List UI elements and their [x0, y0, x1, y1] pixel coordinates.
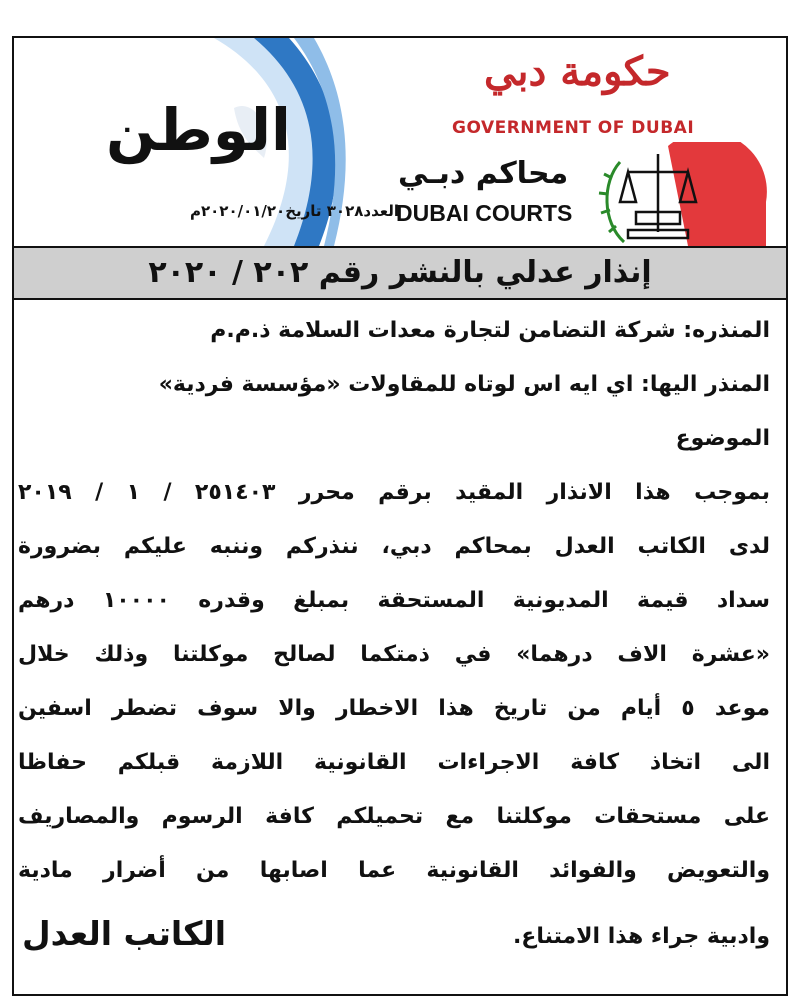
notice-line: المنذره: شركة التضامن لتجارة معدات السلامة ذ.م.م [210, 318, 770, 343]
notice-body [14, 304, 786, 898]
notice-line: لدى الكاتب العدل بمحاكم دبي، ننذركم وننبه عليكم بضرورة [18, 534, 770, 559]
notice-frame [12, 36, 788, 996]
notice-line: الى اتخاذ كافة الاجراءات القانونية اللازمة قبلكم حفاظا [18, 750, 770, 775]
notice-line: والتعويض والفوائد القانونية عما اصابها من أضرار مادية [18, 858, 770, 883]
notice-line: على مستحقات موكلتنا مع تحميلكم كافة الرسوم والمصاريف [18, 804, 770, 829]
notice-line: سداد قيمة المديونية المستحقة بمبلغ وقدره ١٠٠٠٠ درهم [18, 588, 770, 613]
header [14, 38, 786, 246]
notice-line: الموضوع [675, 426, 770, 451]
courts-name-english: DUBAI COURTS [396, 200, 573, 226]
title-bar [14, 246, 786, 300]
newspaper-name: الوطن [106, 96, 291, 164]
notice-title: إنذار عدلي بالنشر رقم ٢٠٢ / ٢٠٢٠ [148, 255, 652, 290]
courts-scales-emblem [598, 142, 768, 246]
government-logo-arabic: حكومة دبي [484, 48, 671, 95]
issue-date: العدد٣٠٢٨ تاريخ٢٠٢٠/٠١/٢٠م [190, 202, 400, 220]
courts-name-arabic: محاكم دبـي [398, 156, 569, 191]
notice-line: بموجب هذا الانذار المقيد برقم محرر ٢٥١٤٠٣ / ١ / ٢٠١٩ [18, 480, 770, 505]
notice-last-line: وادبية جراء هذا الامتناع. [512, 924, 770, 949]
notice-line: موعد ٥ أيام من تاريخ هذا الاخطار والا سوف تضطر اسفين [18, 696, 770, 721]
notice-line: «عشرة الاف درهما» في ذمتكما لصالح موكلتنا وذلك خلال [18, 642, 770, 667]
notary-signature: الكاتب العدل [22, 914, 227, 953]
notice-line: المنذر اليها: اي ايه اس لوتاه للمقاولات «مؤسسة فردية» [158, 372, 770, 397]
government-logo-english: GOVERNMENT OF DUBAI [452, 118, 695, 138]
